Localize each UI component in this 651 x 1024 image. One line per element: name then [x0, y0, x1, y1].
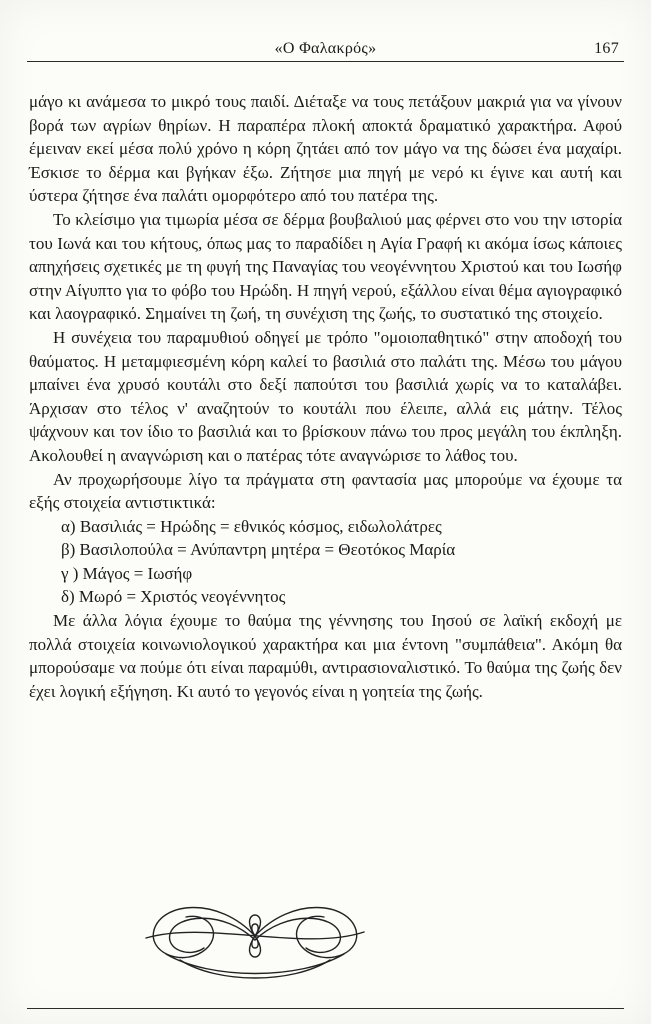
footer-rule: [27, 1008, 624, 1009]
list-item: β) Βασιλοπούλα = Ανύπαντρη μητέρα = Θεοτόκος Μαρία: [61, 540, 456, 560]
header-rule: [27, 61, 624, 62]
correspondence-list: [29, 515, 622, 609]
paragraph: Αν προχωρήσουμε λίγο τα πράγματα στη φαντασία μας μπορούμε να έχουμε τα εξής στοιχεία αντιστικτικά:: [29, 469, 622, 513]
text-block: [29, 90, 622, 703]
flourish-icon: [140, 890, 370, 990]
list-item: δ) Μωρό = Χριστός νεογέννητος: [61, 587, 286, 607]
page-number: 167: [594, 40, 619, 57]
page-header: [30, 40, 621, 58]
paragraph: Με άλλα λόγια έχουμε το θαύμα της γέννησης του Ιησού σε λαϊκή εκδοχή με πολλά στοιχεία κοινωνιολογικού χαρακτήρα και μια έντονη "συμπάθεια". Ακόμη θα μπορούσαμε να πούμε ότι είναι παραμύθι, αντιρασιοναλιστικό. Το θαύμα της ζωής δεν έχει λογική εξήγηση. Κι αυτό το γεγονός είναι η γοητεία της ζωής.: [29, 611, 622, 701]
running-title: «Ο Φαλακρός»: [274, 40, 377, 57]
paragraph: Το κλείσιμο για τιμωρία μέσα σε δέρμα βουβαλιού μας φέρνει στο νου την ιστορία του Ιωνά και του κήτους, όπως μας το παραδίδει η Αγία Γραφή κι ακόμα ίσως κάποιες απηχήσεις σχετικές με τη φυγή της Παναγίας του νεογέννητου Χριστού και του Ιωσήφ στην Αίγυπτο για το φόβο του Ηρώδη. Η πηγή νερού, εξάλλου είναι θέμα αγιογραφικό και λαογραφικό. Σημαίνει τη ζωή, τη συνέχιση της ζωής, το συστατικό της στοιχείο.: [29, 209, 622, 324]
list-item: α) Βασιλιάς = Ηρώδης = εθνικός κόσμος, ειδωλολάτρες: [61, 516, 442, 536]
paragraph: μάγο κι ανάμεσα το μικρό τους παιδί. Διέταξε να τους πετάξουν μακριά για να γίνουν βορά των αγρίων θηρίων. Η παραπέρα πλοκή αποκτά δραματικό χαρακτήρα. Αφού έμειναν εκεί μέσα πολύ χρόνο η κόρη ζητάει από τον μάγο να της δώσει ένα μαχαίρι. Έσκισε το δέρμα και βγήκαν έξω. Ζήτησε μια πηγή με νερό κι έγινε και αυτή και ύστερα ζήτησε ένα παλάτι ομορφότερο από του πατέρα της.: [29, 92, 622, 206]
list-item: γ ) Μάγος = Ιωσήφ: [61, 563, 193, 583]
calligraphic-flourish-ornament: [140, 890, 370, 990]
paragraph: Η συνέχεια του παραμυθιού οδηγεί με τρόπο "ομοιοπαθητικό" στην αποδοχή του θαύματος. Η μεταμφιεσμένη κόρη καλεί το βασιλιά στο παλάτι της. Μέσω του μάγου μπαίνει ένα χρυσό κουτάλι στο δεξί παπούτσι του βασιλιά χωρίς να το καταλάβει. Άρχισαν στο τέλος ν' αναζητούν το κουτάλι που έλειπε, αλλά εις μάτην. Τέλος ψάχνουν και τον ίδιο το βασιλιά και το βρίσκουν πάνω του προς μεγάλη του έκπληξη. Ακολουθεί η αναγνώριση και ο πατέρας τότε αναγνώρισε το λάθος του.: [29, 327, 622, 465]
